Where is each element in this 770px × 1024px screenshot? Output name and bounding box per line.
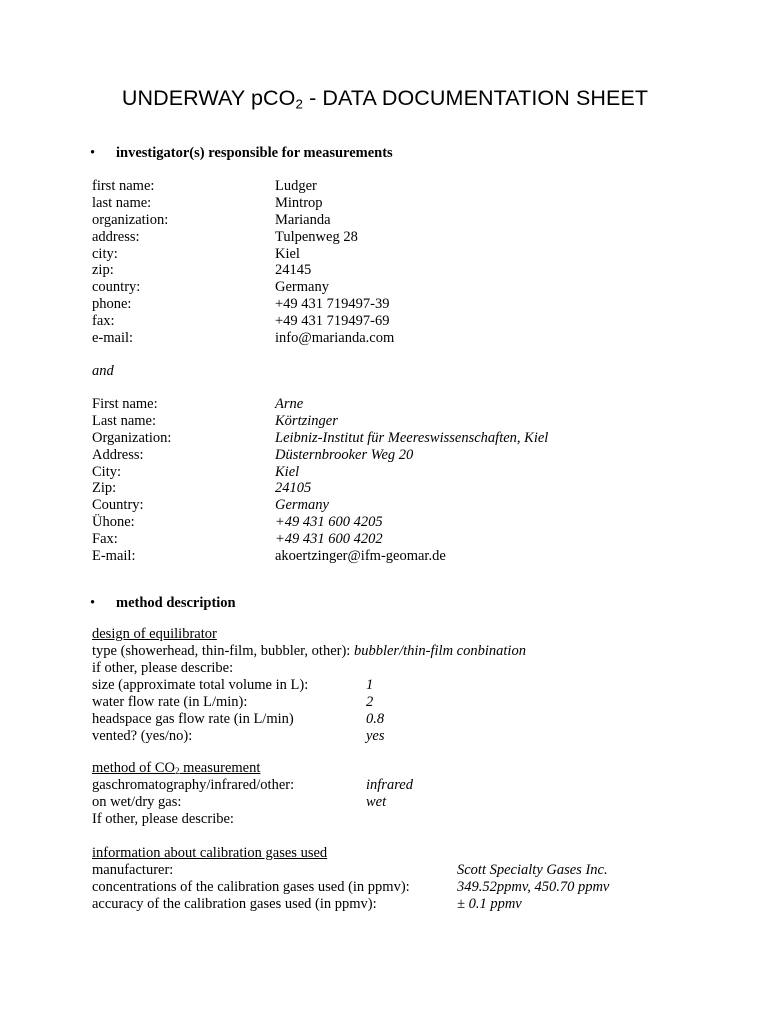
page-title: UNDERWAY pCO$_2$ - DATA DOCUMENTATION SHEET [121,86,649,112]
calibration-heading: information about calibration gases used [92,845,328,861]
equilibrator-other-label: if other, please describe: [92,660,234,676]
and-separator: and [92,363,114,379]
co2-method-heading: method of $CO_2$ measurement [92,760,261,777]
equilibrator-type-row: type (showerhead, thin-film, bubbler, other): bubbler/thin-film conbination [92,643,526,659]
bullet-icon: • [90,145,96,161]
bullet-icon: • [90,595,96,611]
equilibrator-heading: design of equilibrator [92,626,217,642]
document-page: UNDERWAY pCO$_2$ - DATA DOCUMENTATION SHEET • investigator(s) responsible for measurements first name: Ludger last name: Mintrop organization: Marianda address: Tulpenweg 28 city: Kiel zip: 24145 country: Germany phone: +49 431 719497-39 fax: +49 431 719497-69 e-mail: info@marianda.com and First name: Arne Last name: Körtzinger Organization: Leibniz-Institut für Meereswissenschaften, Kiel Address: Düsternbrooker Weg 20 City: Kiel Zip: 24105 Country: Germany Ühone: +49 431 600 4205 Fax: +49 431 600 4202 E-mail: akoertzinger@ifm-geomar.de • method description design of equilibrator type (showerhead, thin-film, bubbler, other): bubbler/thin-film conbination if other, please describe: size (approximate total volume in L): 1 water flow rate (in L/min): 2 headspace gas flow rate (in L/min) 0.8 vented? (yes/no): yes method of $CO_2$ measurement gaschromatography/infrared/other: infrared on wet/dry gas: wet If other, please describe: information about calibration gases used manufacturer: Scott Specialty Gases Inc. concentrations of the calibration gases used (in ppmv): 349.52ppmv, 450.70 ppmv accuracy of the calibration gases used (in ppmv): ± 0.1 ppmv [0,0,770,1024]
co2-other-label: If other, please describe: [92,811,234,827]
